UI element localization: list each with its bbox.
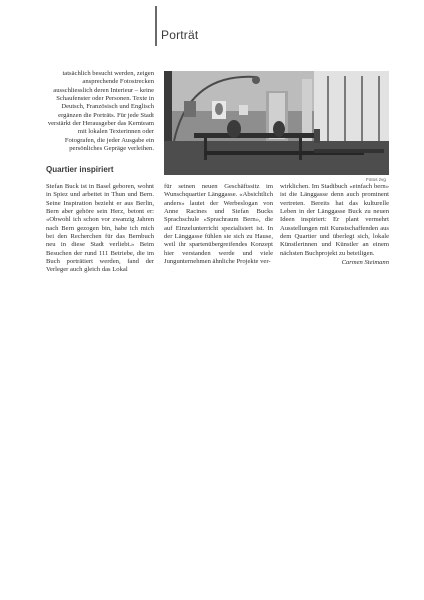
interior-photo <box>164 71 389 175</box>
article-column-3-text: wirklichen. Im Stadtbuch «einfach bern» ist die Länggasse denn auch prominent vertreten. Bereits hat das kulturelle Leben in der Länggasse Buck zu neuen Ideen inspiriert: Er plant vermehrt Ausstellungen mit Kunstschaffenden aus dem Quartier und überlegt sich, lokale Künstlerinnen und Künstler an einem nächsten Buchprojekt zu beteiligen. <box>280 183 389 257</box>
photo-credit: Fotos zvg <box>366 177 386 182</box>
subheading: Quartier inspiriert <box>46 165 114 174</box>
article-column-3 <box>280 183 389 267</box>
author-signature: Carmen Steimann <box>341 259 389 267</box>
article-column-2: für seinen neuen Geschäftssitz im Wunschquartier Länggasse. «Absichtlich anders» lautet der Werbeslogan von Anne Racines und Stefan Bucks Sprachschule «Sprachraum Bern», die auf Einzelunterricht spezialisiert ist. In der Länggasse fühlen sie sich zu Hause, weil ihr spartenübergreifendes Konzept hier verstanden werde und viele Jungunternehmen ähnliche Projekte ver- <box>164 183 273 266</box>
header-rule <box>155 6 157 46</box>
intro-paragraph: tatsächlich besucht werden, zeigen ansprechende Fotostrecken ausschliesslich deren Interieur – keine Schaufenster oder Personen. Texte in Deutsch, Französisch und Englisch ergänzen die Porträts. Für jede Stadt verstärkt der Herausgeber das Kernteam mit lokalen Texterinnen oder Fotografen, die jeder Ausgabe ein persönliches Gepräge verleihen. <box>47 70 154 153</box>
interior-photo-illustration <box>164 71 389 175</box>
section-title: Porträt <box>161 28 199 42</box>
article-column-1: Stefan Buck ist in Basel geboren, wohnt in Spiez und arbeitet in Thun und Bern. Seine Inspiration bezieht er aus Berlin, Bern aber gehöre sein Herz, betont er: «Obwohl ich schon vor zwanzig Jahren nach Bern gezogen bin, habe ich mich bei den Recherchen für das Bernbuch neu in diese Stadt verliebt.» Beim Besuchen der rund 111 Betriebe, die im Buch porträtiert werden, fand der Verleger auch gleich das Lokal <box>46 183 154 274</box>
